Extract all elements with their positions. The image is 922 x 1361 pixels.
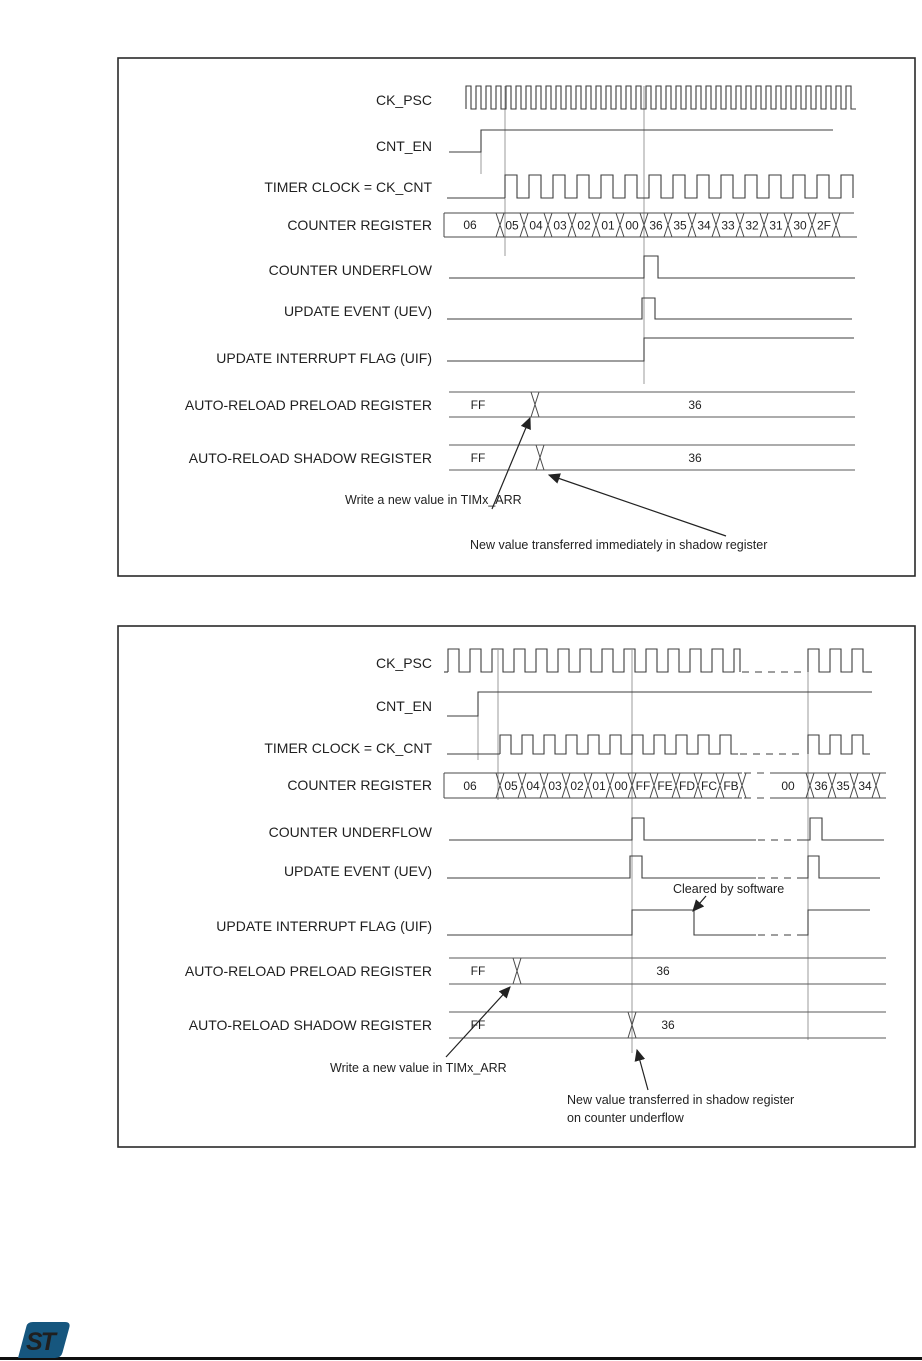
arr-shadow-before: FF <box>470 451 486 465</box>
label-arr-shadow: AUTO-RELOAD SHADOW REGISTER <box>188 450 432 466</box>
counter-value: 34 <box>858 779 872 793</box>
counter-underflow-wave-2 <box>800 818 884 840</box>
ck-psc-wave-2 <box>808 649 866 672</box>
arr-preload-after: 36 <box>688 398 702 412</box>
counter-value: 35 <box>673 218 687 233</box>
signal-labels <box>185 92 433 466</box>
label-update-interrupt-flag: UPDATE INTERRUPT FLAG (UIF) <box>216 918 432 934</box>
counter-cells-1 <box>496 773 746 798</box>
ck-psc-wave-1 <box>448 649 740 672</box>
arr-preload-before: FF <box>470 398 486 412</box>
counter-value: 01 <box>601 218 615 233</box>
ck-cnt-wave <box>505 175 853 198</box>
update-event-wave-1 <box>447 856 756 878</box>
st-logo-letters: ST <box>26 1328 54 1356</box>
counter-initial-value: 06 <box>463 779 477 793</box>
counter-initial-value: 06 <box>463 218 477 232</box>
counter-value: 00 <box>625 218 639 233</box>
label-cnt-en: CNT_EN <box>375 698 432 714</box>
counter-value: FF <box>635 779 651 793</box>
counter-value: 01 <box>592 779 606 793</box>
counter-value: 04 <box>529 218 543 233</box>
label-counter-register: COUNTER REGISTER <box>287 777 432 793</box>
counter-value: 33 <box>721 218 735 233</box>
update-interrupt-flag-wave-1 <box>447 910 756 935</box>
cleared-arrow <box>693 896 706 911</box>
counter-underflow-wave-1 <box>449 818 756 840</box>
counter-value: 05 <box>504 779 518 793</box>
counter-value: FE <box>657 779 673 793</box>
counter-underflow-wave <box>449 256 855 278</box>
label-arr-shadow: AUTO-RELOAD SHADOW REGISTER <box>188 1017 432 1033</box>
update-event-wave-2 <box>800 856 880 878</box>
counter-value: 00 <box>614 779 628 793</box>
counter-cells-2 <box>806 773 880 798</box>
counter-value: 31 <box>769 218 783 233</box>
label-ck-psc: CK_PSC <box>375 655 432 671</box>
figure-timing-diagram-transfer-on-underflow <box>117 625 916 1149</box>
cnt-en-wave <box>449 130 833 152</box>
st-logo <box>13 1321 73 1358</box>
counter-value: 36 <box>649 218 663 233</box>
figure-border <box>118 626 915 1147</box>
ck-psc-wave <box>466 86 856 109</box>
arr-shadow-transition <box>536 445 544 470</box>
label-counter-underflow: COUNTER UNDERFLOW <box>268 262 432 278</box>
counter-value: 02 <box>570 779 584 793</box>
ck-cnt-wave-2 <box>808 735 870 754</box>
label-arr-preload: AUTO-RELOAD PRELOAD REGISTER <box>184 397 432 413</box>
note-transfer-line1: New value transferred in shadow register <box>567 1093 795 1107</box>
arr-preload-track <box>449 392 855 417</box>
note-cleared-by-software: Cleared by software <box>673 882 785 896</box>
arr-shadow-after: 36 <box>661 1018 675 1032</box>
label-counter-underflow: COUNTER UNDERFLOW <box>268 824 432 840</box>
arr-preload-transition <box>531 392 539 417</box>
counter-value: 34 <box>697 218 711 233</box>
label-update-interrupt-flag: UPDATE INTERRUPT FLAG (UIF) <box>216 350 432 366</box>
counter-value: FC <box>701 779 717 793</box>
page-footer-rule <box>0 1357 922 1360</box>
counter-value: 2F <box>816 218 832 233</box>
write-arrow <box>446 987 510 1057</box>
update-event-wave <box>447 298 852 319</box>
signal-labels <box>185 655 433 1033</box>
label-ck-cnt: TIMER CLOCK = CK_CNT <box>264 740 432 756</box>
note-transfer-line2: on counter underflow <box>567 1111 684 1125</box>
transfer-arrow <box>637 1050 648 1090</box>
counter-value: 02 <box>577 218 591 233</box>
label-update-event: UPDATE EVENT (UEV) <box>283 863 432 879</box>
label-cnt-en: CNT_EN <box>375 138 432 154</box>
counter-value: 32 <box>745 218 759 233</box>
label-ck-psc: CK_PSC <box>375 92 432 108</box>
transfer-arrow <box>549 475 726 536</box>
counter-cell-transitions <box>496 213 840 237</box>
counter-value: 36 <box>814 779 828 793</box>
arr-preload-transition <box>513 958 521 984</box>
update-interrupt-flag-wave-2 <box>802 910 870 935</box>
counter-value: FB <box>723 779 739 793</box>
counter-value: 05 <box>505 218 519 233</box>
arr-shadow-before: FF <box>470 1018 486 1032</box>
counter-cells <box>496 213 840 237</box>
counter-track-break <box>744 773 770 798</box>
counter-value: 35 <box>836 779 850 793</box>
counter-after-break-value: 00 <box>781 779 795 793</box>
note-write-new-value: Write a new value in TIMx_ARR <box>345 493 522 507</box>
counter-value: 30 <box>793 218 807 233</box>
counter-value: 03 <box>553 218 567 233</box>
counter-value: 03 <box>548 779 562 793</box>
counter-value: 04 <box>526 779 540 793</box>
arr-preload-before: FF <box>470 964 486 978</box>
counter-value: FD <box>679 779 695 793</box>
arr-preload-after: 36 <box>656 964 670 978</box>
ck-cnt-wave-1 <box>500 735 738 754</box>
label-ck-cnt: TIMER CLOCK = CK_CNT <box>264 179 432 195</box>
figure-timing-diagram-immediate-transfer <box>117 57 916 578</box>
update-interrupt-flag-wave <box>447 338 854 361</box>
label-arr-preload: AUTO-RELOAD PRELOAD REGISTER <box>184 963 432 979</box>
note-write-new-value: Write a new value in TIMx_ARR <box>330 1061 507 1075</box>
note-transfer-immediate: New value transferred immediately in shadow register <box>470 538 768 552</box>
label-update-event: UPDATE EVENT (UEV) <box>283 303 432 319</box>
arr-shadow-after: 36 <box>688 451 702 465</box>
label-counter-register: COUNTER REGISTER <box>287 217 432 233</box>
